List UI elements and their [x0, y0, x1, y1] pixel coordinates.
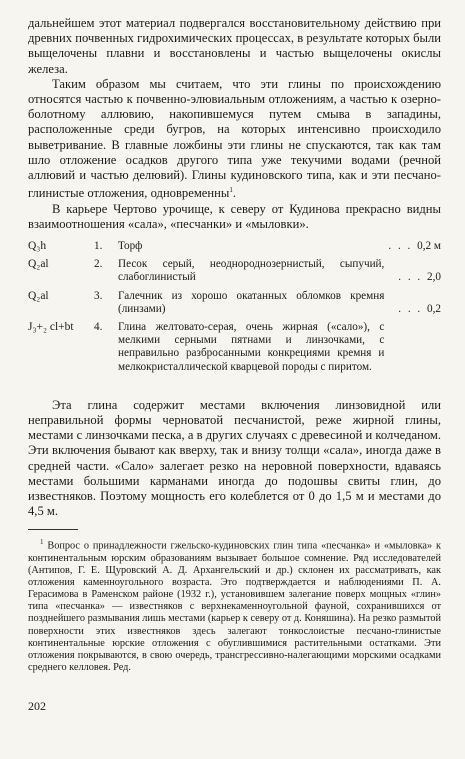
paragraph-2: Таким образом мы считаем, что эти глины по происхождению относятся частью к почвенно-элювиальным отложениям, а частью к озерно-болотному аллювию, накопившемуся путем смыва в западины, расположенные среди бугров, на которых интенсивно происходило выветривание. В главные ложбины эти глины не спускаются, так как там шло отложение осадков другого типа уже текучими водами (речной аллювий и частью делювий). Глины кудиновского типа, как и эти песчано-глинистые отложения, одновременны$^1$. [28, 76, 441, 201]
section-row [28, 321, 441, 379]
layer-number: 2. [94, 258, 103, 271]
footnote-reference[interactable]: 1 [229, 186, 233, 195]
layer-number: 4. [94, 321, 103, 334]
stratigraphic-index: Q₂al [28, 258, 49, 271]
section-row [28, 258, 441, 289]
layer-description: Глина желтовато-серая, очень жирная («сало»), с мелкими серными пятнами и линзочками, с неправильно разбросанными конкрециями кремня и мелкокристаллической кварцевой породы с пиритом. [118, 321, 385, 373]
dot-leader: . . . [398, 302, 428, 315]
layer-thickness [388, 290, 441, 321]
layer-thickness [388, 321, 441, 379]
layer-thickness [388, 240, 441, 258]
section-row [28, 240, 441, 258]
layer-number: 1. [94, 240, 103, 253]
footnote-divider [28, 529, 78, 530]
paragraph-4: Эта глина содержит местами включения линзовидной или неправильной формы черноватой песчанистой, реже жирной глины, местами с линзочками песка, а в других случаях с древесиной и колчеданом. Эти включения бывают как вверху, так и внизу толщи «сала», иногда даже в средней части. «Сало» залегает резко на неровной поверхности, вдаваясь местами большими карманами иногда до подошвы свиты глин, до известняков. Поэтому мощность его колеблется от 0 до 1,5 м и местами до 4,5 м. [28, 397, 441, 519]
dot-leader: . . . [398, 271, 428, 284]
stratigraphic-index: Q₃h [28, 240, 47, 253]
paragraph-1: дальнейшем этот материал подвергался восстановительному действию при древних почвенных гидрохимических процессах, в результате которых были выщелочены плавни и восстановлены и частью выщелочены окислы железа. [28, 16, 441, 76]
thickness-value: 2,0 [427, 271, 441, 284]
paragraph-3: В карьере Чертово урочище, к северу от Кудинова прекрасно видны взаимоотношения «сала», «песчанки» и «мыловки». [28, 201, 441, 231]
footnote [28, 536, 441, 673]
paragraph-2-text: Таким образом мы считаем, что эти глины по происхождению относятся частью к почвенно-элювиальным отложениям, а частью к озерно-болотному аллювию, накопившемуся путем смыва в западины, расположенные среди бугров, на которых интенсивно происходило выветривание. В главные ложбины эти глины не спускаются, так как там шло отложение осадков другого типа уже текучими водами (речной аллювий и частью делювий). Глины кудиновского типа, как и эти песчано-глинистые отложения, одновременны [28, 76, 441, 201]
footnote-mark: 1 [40, 538, 44, 547]
geologic-section-table [28, 240, 441, 379]
dot-leader: . . . [388, 240, 418, 253]
layer-thickness [388, 258, 441, 289]
layer-description: Песок серый, неоднороднозернистый, сыпучий, слабоглинистый [118, 258, 385, 284]
page-number: 202 [28, 699, 46, 713]
layer-description: Торф [118, 240, 143, 253]
section-row [28, 290, 441, 321]
thickness-value: 0,2 [427, 302, 441, 315]
thickness-value: 0,2 м [417, 240, 441, 253]
stratigraphic-index: Q₂al [28, 289, 49, 302]
footnote-text: Вопрос о принадлежности гжельско-кудиновских глин типа «песчанка» и «мыловка» к континентальным юрским образованиям вызывает большое сомнение. Ряд исследователей (Антипов, Г. Е. Щуровский А. Д. Архангельский и др.) склонен их рассматривать, как отложения каменноугольного возраста. Это подтверждается и наблюдениями П. А. Герасимова в Раменском районе (1932 г.), установившем залегание поверх мощных «глин» типа «песчанка» — известняков с верхнекаменноугольной фауной, сохранившихся от позднейшего размывания лишь местами (карьер к северу от д. Коняшина). На резко размытой поверхности этих известняков здесь залегают тонкослоистые песчано-глинистые континентальные юрские отложения с обуглившимися растительными остатками. Эти отложения покрываются, в свою очередь, трансгрессивно-налегающими морскими осадками среднего келловея. Ред. [28, 540, 441, 673]
layer-number: 3. [94, 289, 103, 302]
layer-description: Галечник из хорошо окатанных обломков кремня (линзами) [118, 289, 385, 315]
stratigraphic-index: J₃+₂ cl+bt [28, 321, 74, 334]
